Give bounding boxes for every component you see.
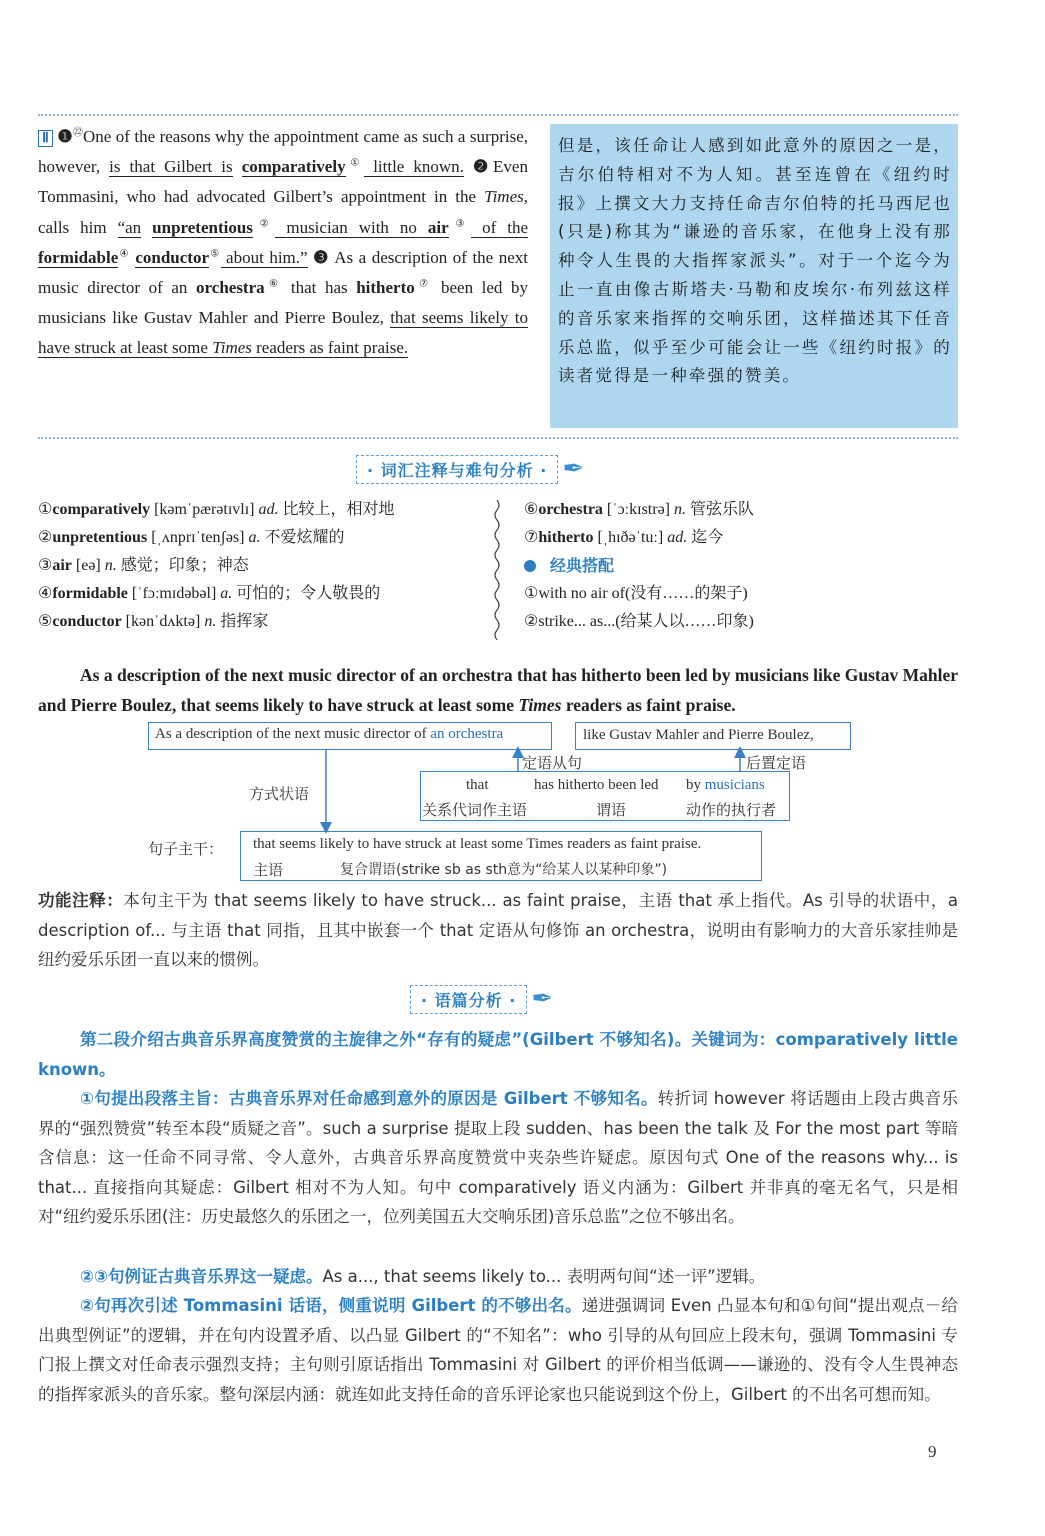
- page-number: 9: [928, 1442, 937, 1461]
- label-attributive-clause: 定语从句: [522, 754, 583, 772]
- vocab-ipa: [ˌhɪðəˈtuː]: [593, 529, 668, 546]
- clause-by: [686, 777, 765, 794]
- sentence-3-underline-2: readers as faint praise.: [251, 338, 409, 358]
- diagram-box-post-attr-text: like Gustav Mahler and Pierre Boulez,: [583, 727, 814, 743]
- sentence-1a: One of the reasons why the appointment came as such a surprise, however,: [38, 127, 528, 177]
- vocab-ipa: [ˌʌnprɪˈtenʃəs]: [147, 529, 249, 546]
- times-italic: Times: [484, 187, 524, 207]
- vocab-pos: ad.: [258, 501, 279, 518]
- vocab-ipa: [kənˈdʌktə]: [121, 613, 205, 630]
- label-main-clause: 句子主干：: [148, 840, 224, 858]
- sentence-3b: that has: [282, 278, 357, 298]
- discourse-header-label: · 语篇分析 ·: [410, 985, 527, 1014]
- discourse-paragraph-3: [38, 1291, 958, 1409]
- vocab-ipa: [eə]: [71, 557, 105, 574]
- label-manner-adverbial: 方式状语: [249, 785, 310, 803]
- keyword-formidable: formidable: [38, 247, 119, 267]
- vocab-ipa: [ˈfɔːmɪdəbəl]: [127, 585, 221, 602]
- analysis-sentence-times: Times: [518, 695, 562, 715]
- section-mark: Ⅱ: [38, 130, 53, 147]
- vocab-word: unpretentious: [52, 529, 148, 546]
- discourse-p2-text: As a..., that seems likely to... 表明两句间“述一评”逻辑。: [322, 1267, 766, 1286]
- diagram-text: As a description of the next music director of: [155, 726, 431, 742]
- vocab-header-label: · 词汇注释与难句分析 ·: [356, 455, 558, 484]
- discourse-paragraph-1: [38, 1084, 958, 1232]
- sentence-2-number: ❷: [473, 157, 494, 177]
- vocab-meaning: 指挥家: [216, 613, 269, 630]
- discourse-p3-text: 递进强调词 Even 凸显本句和①句间“提出观点－给出典型例证”的逻辑，并在句内设置矛盾、以凸显 Gilbert 的“不知名”：who 引导的从句回应上段末句，强调 Tommasini 专门报上撰文对任命表示强烈支持；主句则引原话指出 Tommasini 对 Gilbert 的评价相当低调——谦逊的、没有令人生畏神态的指挥家派头的音乐家。整句深层内涵：就连如此支持任命的音乐评论家也只能说到这个份上，Gilbert 的不出名可想而知。: [38, 1296, 958, 1404]
- vocab-num: ⑥: [524, 501, 539, 518]
- sentence-1-number: ❶: [57, 127, 73, 146]
- vocab-meaning: 比较上，相对地: [278, 501, 395, 518]
- sentence-3-number: ❸: [313, 247, 330, 267]
- sentence-2b: , calls him: [38, 187, 528, 237]
- vocab-pos: n.: [674, 501, 686, 518]
- function-note: [38, 886, 958, 975]
- clause-that: that: [466, 777, 489, 793]
- sentence-3a: As a description of the next music director of an: [38, 247, 528, 298]
- sentence-2a: Even Tommasini, who had advocated Gilbert’s appointment in the: [38, 157, 528, 207]
- vocab-meaning: 不爱炫耀的: [260, 529, 345, 546]
- clause-label-agent: 动作的执行者: [686, 801, 777, 819]
- sentence-3-underline: that seems likely to have struck at least some: [38, 308, 528, 358]
- note-5-mark: ⑤: [209, 248, 221, 260]
- sentence-2d: of the: [471, 217, 529, 237]
- clause-by-word: by: [686, 777, 701, 793]
- vocab-num: ①: [38, 501, 53, 518]
- discourse-p2-highlight: ②③句例证古典音乐界这一疑虑。: [80, 1267, 323, 1286]
- vocab-num: ⑦: [524, 529, 539, 546]
- vocab-pos: ad.: [667, 529, 688, 546]
- clause-label-subject: 关系代词作主语: [422, 801, 528, 819]
- vocab-word: orchestra: [538, 501, 603, 518]
- vocab-ipa: [kəmˈpærətɪvlɪ]: [150, 501, 259, 518]
- vocab-pos: a.: [248, 529, 261, 546]
- note-4-mark: ④: [118, 248, 130, 260]
- clause-musicians: musicians: [704, 777, 765, 793]
- vocab-word: air: [52, 557, 72, 574]
- sentence-1-underline-2: little known.: [364, 157, 464, 177]
- note-1-mark: ①: [345, 157, 365, 169]
- analysis-sentence-a: As a description of the next music director of an orchestra that has hitherto been led by musicians like Gustav Mahler and Pierre Boulez, that seems likely to have struck at least some: [38, 665, 958, 715]
- collocation-item: ②strike... as...(给某人以……印象): [524, 613, 754, 630]
- pen-icon: ✒: [562, 454, 585, 484]
- vocab-num: ②: [38, 529, 53, 546]
- keyword-orchestra: orchestra: [196, 278, 265, 298]
- note-2-mark: ②: [252, 217, 276, 229]
- vocab-meaning: 迄今: [687, 529, 724, 546]
- discourse-header: [410, 984, 553, 1014]
- vocab-pos: n.: [104, 557, 117, 574]
- vocab-word: comparatively: [52, 501, 151, 518]
- keyword-unpretentious: unpretentious: [152, 217, 253, 237]
- vocab-num: ④: [38, 585, 53, 602]
- main-label-predicate: 复合谓语(strike sb as sth意为“给某人以某种印象”): [340, 862, 668, 878]
- analysis-sentence-b: readers as faint praise.: [561, 695, 736, 715]
- discourse-p3-highlight: ②句再次引述 Tommasini 话语，侧重说明 Gilbert 的不够出名。: [80, 1296, 582, 1315]
- main-label-subject: 主语: [253, 861, 284, 879]
- vocab-meaning: 可怕的；令人敬畏的: [232, 585, 381, 602]
- collocation-item: ①with no air of(没有……的架子): [524, 585, 748, 602]
- vocab-ipa: [ˈɔːkɪstrə]: [602, 501, 674, 518]
- label-post-attributive: 后置定语: [746, 754, 807, 772]
- vocab-word: hitherto: [538, 529, 594, 546]
- keyword-air: air: [427, 217, 449, 237]
- vocab-meaning: 感觉；印象；神态: [116, 557, 249, 574]
- keyword-conductor: conductor: [135, 247, 209, 267]
- keyword-comparatively: comparatively: [241, 157, 346, 177]
- clause-verb: has hitherto been led: [534, 777, 659, 793]
- times-italic-2: Times: [212, 338, 252, 358]
- vocab-word: conductor: [52, 613, 122, 630]
- vocab-pos: a.: [220, 585, 233, 602]
- note-6-mark: ⑥: [264, 278, 283, 290]
- sentence-1-underline: is that Gilbert is: [109, 157, 233, 177]
- diagram-orchestra: an orchestra: [430, 726, 504, 742]
- quote-open: “an: [117, 217, 142, 237]
- keyword-hitherto: hitherto: [356, 278, 415, 298]
- main-clause-text: that seems likely to have struck at least some Times readers as faint praise.: [253, 836, 702, 852]
- discourse-paragraph-2: [38, 1262, 958, 1292]
- note-3-mark: ③: [448, 217, 472, 229]
- sentence-tag: ㉒: [72, 127, 83, 139]
- pen-icon: ✒: [531, 984, 554, 1014]
- discourse-summary: 第二段介绍古典音乐界高度赞赏的主旋律之外“存有的疑虑”(Gilbert 不够知名)。关键词为：comparatively little known。: [38, 1030, 958, 1079]
- function-note-label: 功能注释：: [38, 891, 124, 910]
- discourse-p1-highlight: ①句提出段落主旨：古典音乐界对任命感到意外的原因是 Gilbert 不够知名。: [80, 1089, 658, 1108]
- discourse-p1-text: 转折词 however 将话题由上段古典音乐界的“强烈赞赏”转至本段“质疑之音”。such a surprise 提取上段 sudden、has been the talk 及 For the most part 等暗含信息：这一任命不同寻常、令人意外，古典音乐界高度赞赏中夹杂些许疑虑。原因句式 One of the reasons why... is that... 直接指向其疑虑：Gilbert 相对不为人知。句中 comparatively 语义内涵为：Gilbert 并非真的毫无名气，只是相对“纽约爱乐乐团(注：历史最悠久的乐团之一，位列美国五大交响乐团)音乐总监”之位不够出名。: [38, 1089, 958, 1226]
- clause-label-predicate: 谓语: [596, 801, 627, 819]
- vocab-num: ③: [38, 557, 53, 574]
- function-note-text: 本句主干为 that seems likely to have struck... as faint praise，主语 that 承上指代。As 引导的状语中，a description of... 与主语 that 同指，且其中嵌套一个 that 定语从句修饰 an orchestra，说明由有影响力的大音乐家挂帅是纽约爱乐乐团一直以来的惯例。: [38, 891, 958, 969]
- vocab-num: ⑤: [38, 613, 53, 630]
- note-7-mark: ⑦: [414, 278, 433, 290]
- vocab-meaning: 管弦乐队: [686, 501, 755, 518]
- collocation-title: 经典搭配: [550, 556, 615, 575]
- sentence-2e: about him.”: [220, 247, 308, 267]
- sentence-3c: been led by musicians like Gustav Mahler and Pierre Boulez,: [38, 278, 529, 328]
- vocab-pos: n.: [204, 613, 217, 630]
- vocab-word: formidable: [52, 585, 128, 602]
- sentence-2c: musician with no: [275, 217, 428, 237]
- translation-box: 但是，该任命让人感到如此意外的原因之一是，吉尔伯特相对不为人知。甚至连曾在《纽约时报》上撰文大力支持任命吉尔伯特的托马西尼也(只是)称其为“谦逊的音乐家，在他身上没有那种令人生畏的大指挥家派头”。对于一个迄今为止一直由像古斯塔夫·马勒和皮埃尔·布列兹这样的音乐家来指挥的交响乐团，这样描述其下任音乐总监，似乎至少可能会让一些《纽约时报》的读者觉得是一种牵强的赞美。: [550, 124, 958, 428]
